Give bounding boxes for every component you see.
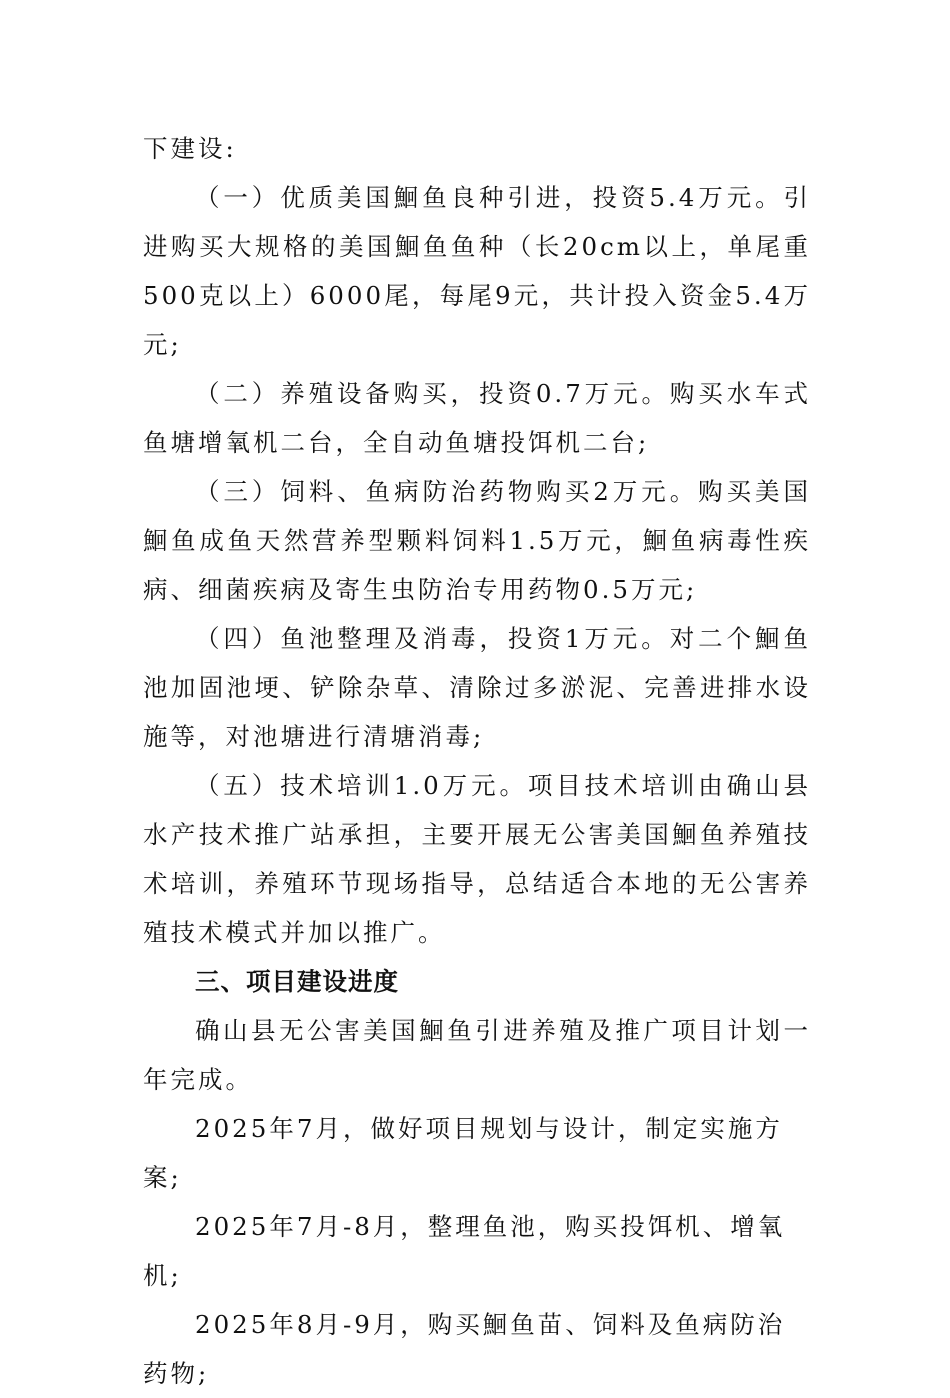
paragraph-intro: 下建设: [143,134,237,163]
paragraph-item-4: （四）鱼池整理及消毒，投资1万元。对二个鮰鱼池加固池埂、铲除杂草、清除过多淤泥、完善进排水设施等，对池塘进行清塘消毒; [143,624,811,751]
paragraph-item-2: （二）养殖设备购买，投资0.7万元。购买水车式鱼塘增氧机二台，全自动鱼塘投饵机二台; [143,379,811,457]
paragraph-item-1: （一）优质美国鮰鱼良种引进，投资5.4万元。引进购买大规格的美国鮰鱼鱼种（长20cm以上，单尾重500克以上）6000尾，每尾9元，共计投入资金5.4万元; [143,183,811,359]
paragraph-schedule-summary: 确山县无公害美国鮰鱼引进养殖及推广项目计划一年完成。 [143,1016,811,1094]
schedule-item-1: 2025年7月，做好项目规划与设计，制定实施方案; [143,1114,783,1192]
paragraph-item-5: （五）技术培训1.0万元。项目技术培训由确山县水产技术推广站承担，主要开展无公害美国鮰鱼养殖技术培训，养殖环节现场指导，总结适合本地的无公害养殖技术模式并加以推广。 [143,771,811,947]
schedule-item-3: 2025年8月-9月，购买鮰鱼苗、饲料及鱼病防治药物; [143,1310,786,1388]
schedule-item-2: 2025年7月-8月，整理鱼池，购买投饵机、增氧机; [143,1212,786,1290]
document-body [143,124,811,1398]
section-heading: 三、项目建设进度 [195,967,399,996]
paragraph-item-3: （三）饲料、鱼病防治药物购买2万元。购买美国鮰鱼成鱼天然营养型颗料饲料1.5万元，鮰鱼病毒性疾病、细菌疾病及寄生虫防治专用药物0.5万元; [143,477,811,604]
